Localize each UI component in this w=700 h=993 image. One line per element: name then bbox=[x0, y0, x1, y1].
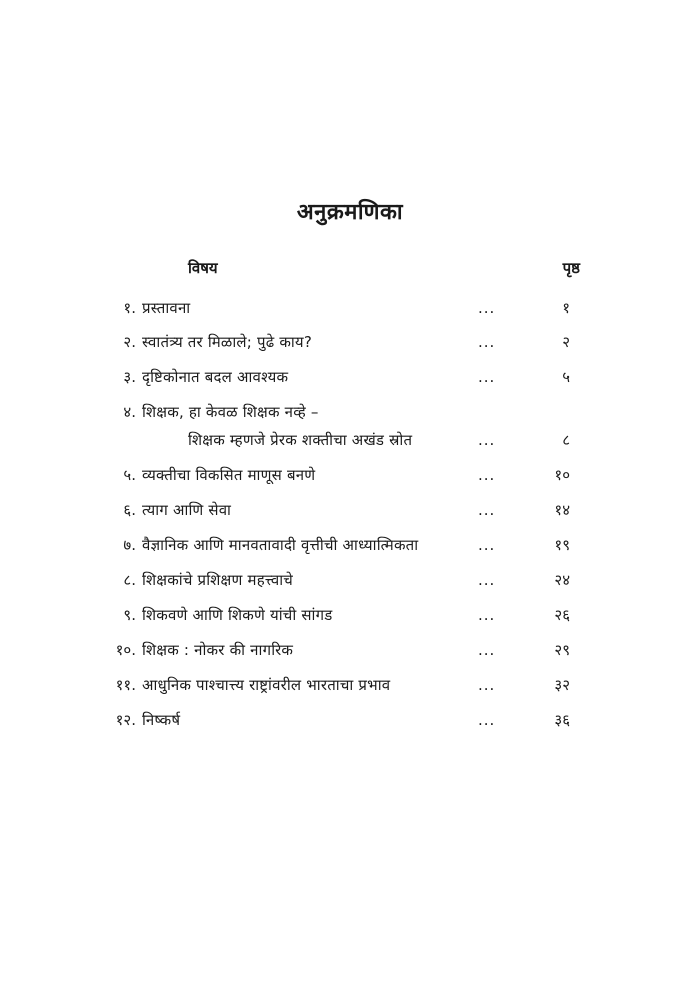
entry-leader: ... bbox=[478, 333, 496, 351]
entry-leader: ... bbox=[478, 368, 496, 386]
toc-entry-8 bbox=[0, 568, 700, 592]
toc-entry-5 bbox=[0, 463, 700, 487]
entry-title: आधुनिक पाश्चात्त्य राष्ट्रांवरील भारताचा प्रभाव bbox=[142, 676, 391, 694]
entry-title: दृष्टिकोनात बदल आवश्यक bbox=[142, 368, 289, 386]
entry-page-number: ३६ bbox=[554, 711, 570, 729]
entry-title: व्यक्तीचा विकसित माणूस बनणे bbox=[142, 466, 316, 484]
toc-entry-9 bbox=[0, 603, 700, 627]
entry-page-number: ५ bbox=[562, 368, 570, 386]
entry-title: त्याग आणि सेवा bbox=[142, 501, 232, 519]
entry-leader: ... bbox=[478, 711, 496, 729]
entry-page-number: १४ bbox=[554, 501, 570, 519]
entry-title: निष्कर्ष bbox=[142, 711, 181, 729]
entry-number: ८. bbox=[123, 571, 136, 589]
entry-leader: ... bbox=[478, 431, 496, 449]
entry-page-number: २६ bbox=[554, 606, 570, 624]
entry-number: ४. bbox=[123, 403, 136, 421]
entry-leader: ... bbox=[478, 641, 496, 659]
toc-entry-4 bbox=[0, 400, 700, 424]
entry-number: ९. bbox=[123, 606, 136, 624]
toc-entry-6 bbox=[0, 498, 700, 522]
toc-entry-7 bbox=[0, 533, 700, 557]
entry-title: वैज्ञानिक आणि मानवतावादी वृत्तीची आध्यात्मिकता bbox=[142, 536, 419, 554]
entry-leader: ... bbox=[478, 571, 496, 589]
entry-title: शिक्षक, हा केवळ शिक्षक नव्हे – bbox=[142, 403, 319, 421]
toc-entry-12 bbox=[0, 708, 700, 732]
column-header-page: पृष्ठ bbox=[562, 259, 580, 277]
page-title: अनुक्रमणिका bbox=[296, 200, 404, 225]
entry-page-number: १० bbox=[554, 466, 570, 484]
entry-number: २. bbox=[123, 333, 136, 351]
toc-entry-10 bbox=[0, 638, 700, 662]
entry-number: ५. bbox=[123, 466, 136, 484]
toc-entry-11 bbox=[0, 673, 700, 697]
entry-number: ३. bbox=[123, 368, 136, 386]
entry-title: शिकवणे आणि शिकणे यांची सांगड bbox=[142, 606, 333, 624]
entry-page-number: २ bbox=[562, 333, 570, 351]
toc-entry-4-continuation bbox=[0, 428, 700, 452]
toc-entry-1 bbox=[0, 296, 700, 320]
entry-number: ७. bbox=[123, 536, 136, 554]
entry-number: १. bbox=[123, 299, 136, 317]
entry-title: शिक्षकांचे प्रशिक्षण महत्त्वाचे bbox=[142, 571, 294, 589]
entry-leader: ... bbox=[478, 606, 496, 624]
toc-entry-2 bbox=[0, 330, 700, 354]
entry-title: प्रस्तावना bbox=[142, 299, 191, 317]
toc-entry-3 bbox=[0, 365, 700, 389]
entry-leader: ... bbox=[478, 466, 496, 484]
entry-number: ६. bbox=[123, 501, 136, 519]
entry-number: ११. bbox=[115, 676, 136, 694]
entry-page-number: ३२ bbox=[554, 676, 570, 694]
entry-page-number: २९ bbox=[554, 641, 570, 659]
column-header-subject: विषय bbox=[188, 259, 218, 277]
entry-number: १२. bbox=[115, 711, 136, 729]
entry-title: शिक्षक : नोकर की नागरिक bbox=[142, 641, 294, 659]
entry-page-number: २४ bbox=[554, 571, 570, 589]
entry-title-continuation: शिक्षक म्हणजे प्रेरक शक्तीचा अखंड स्रोत bbox=[188, 431, 413, 449]
entry-title: स्वातंत्र्य तर मिळाले; पुढे काय? bbox=[142, 333, 312, 351]
entry-number: १०. bbox=[115, 641, 136, 659]
entry-page-number: १९ bbox=[554, 536, 570, 554]
entry-leader: ... bbox=[478, 501, 496, 519]
entry-leader: ... bbox=[478, 536, 496, 554]
entry-page-number: १ bbox=[562, 299, 570, 317]
entry-leader: ... bbox=[478, 299, 496, 317]
entry-leader: ... bbox=[478, 676, 496, 694]
entry-page-number: ८ bbox=[562, 431, 570, 449]
